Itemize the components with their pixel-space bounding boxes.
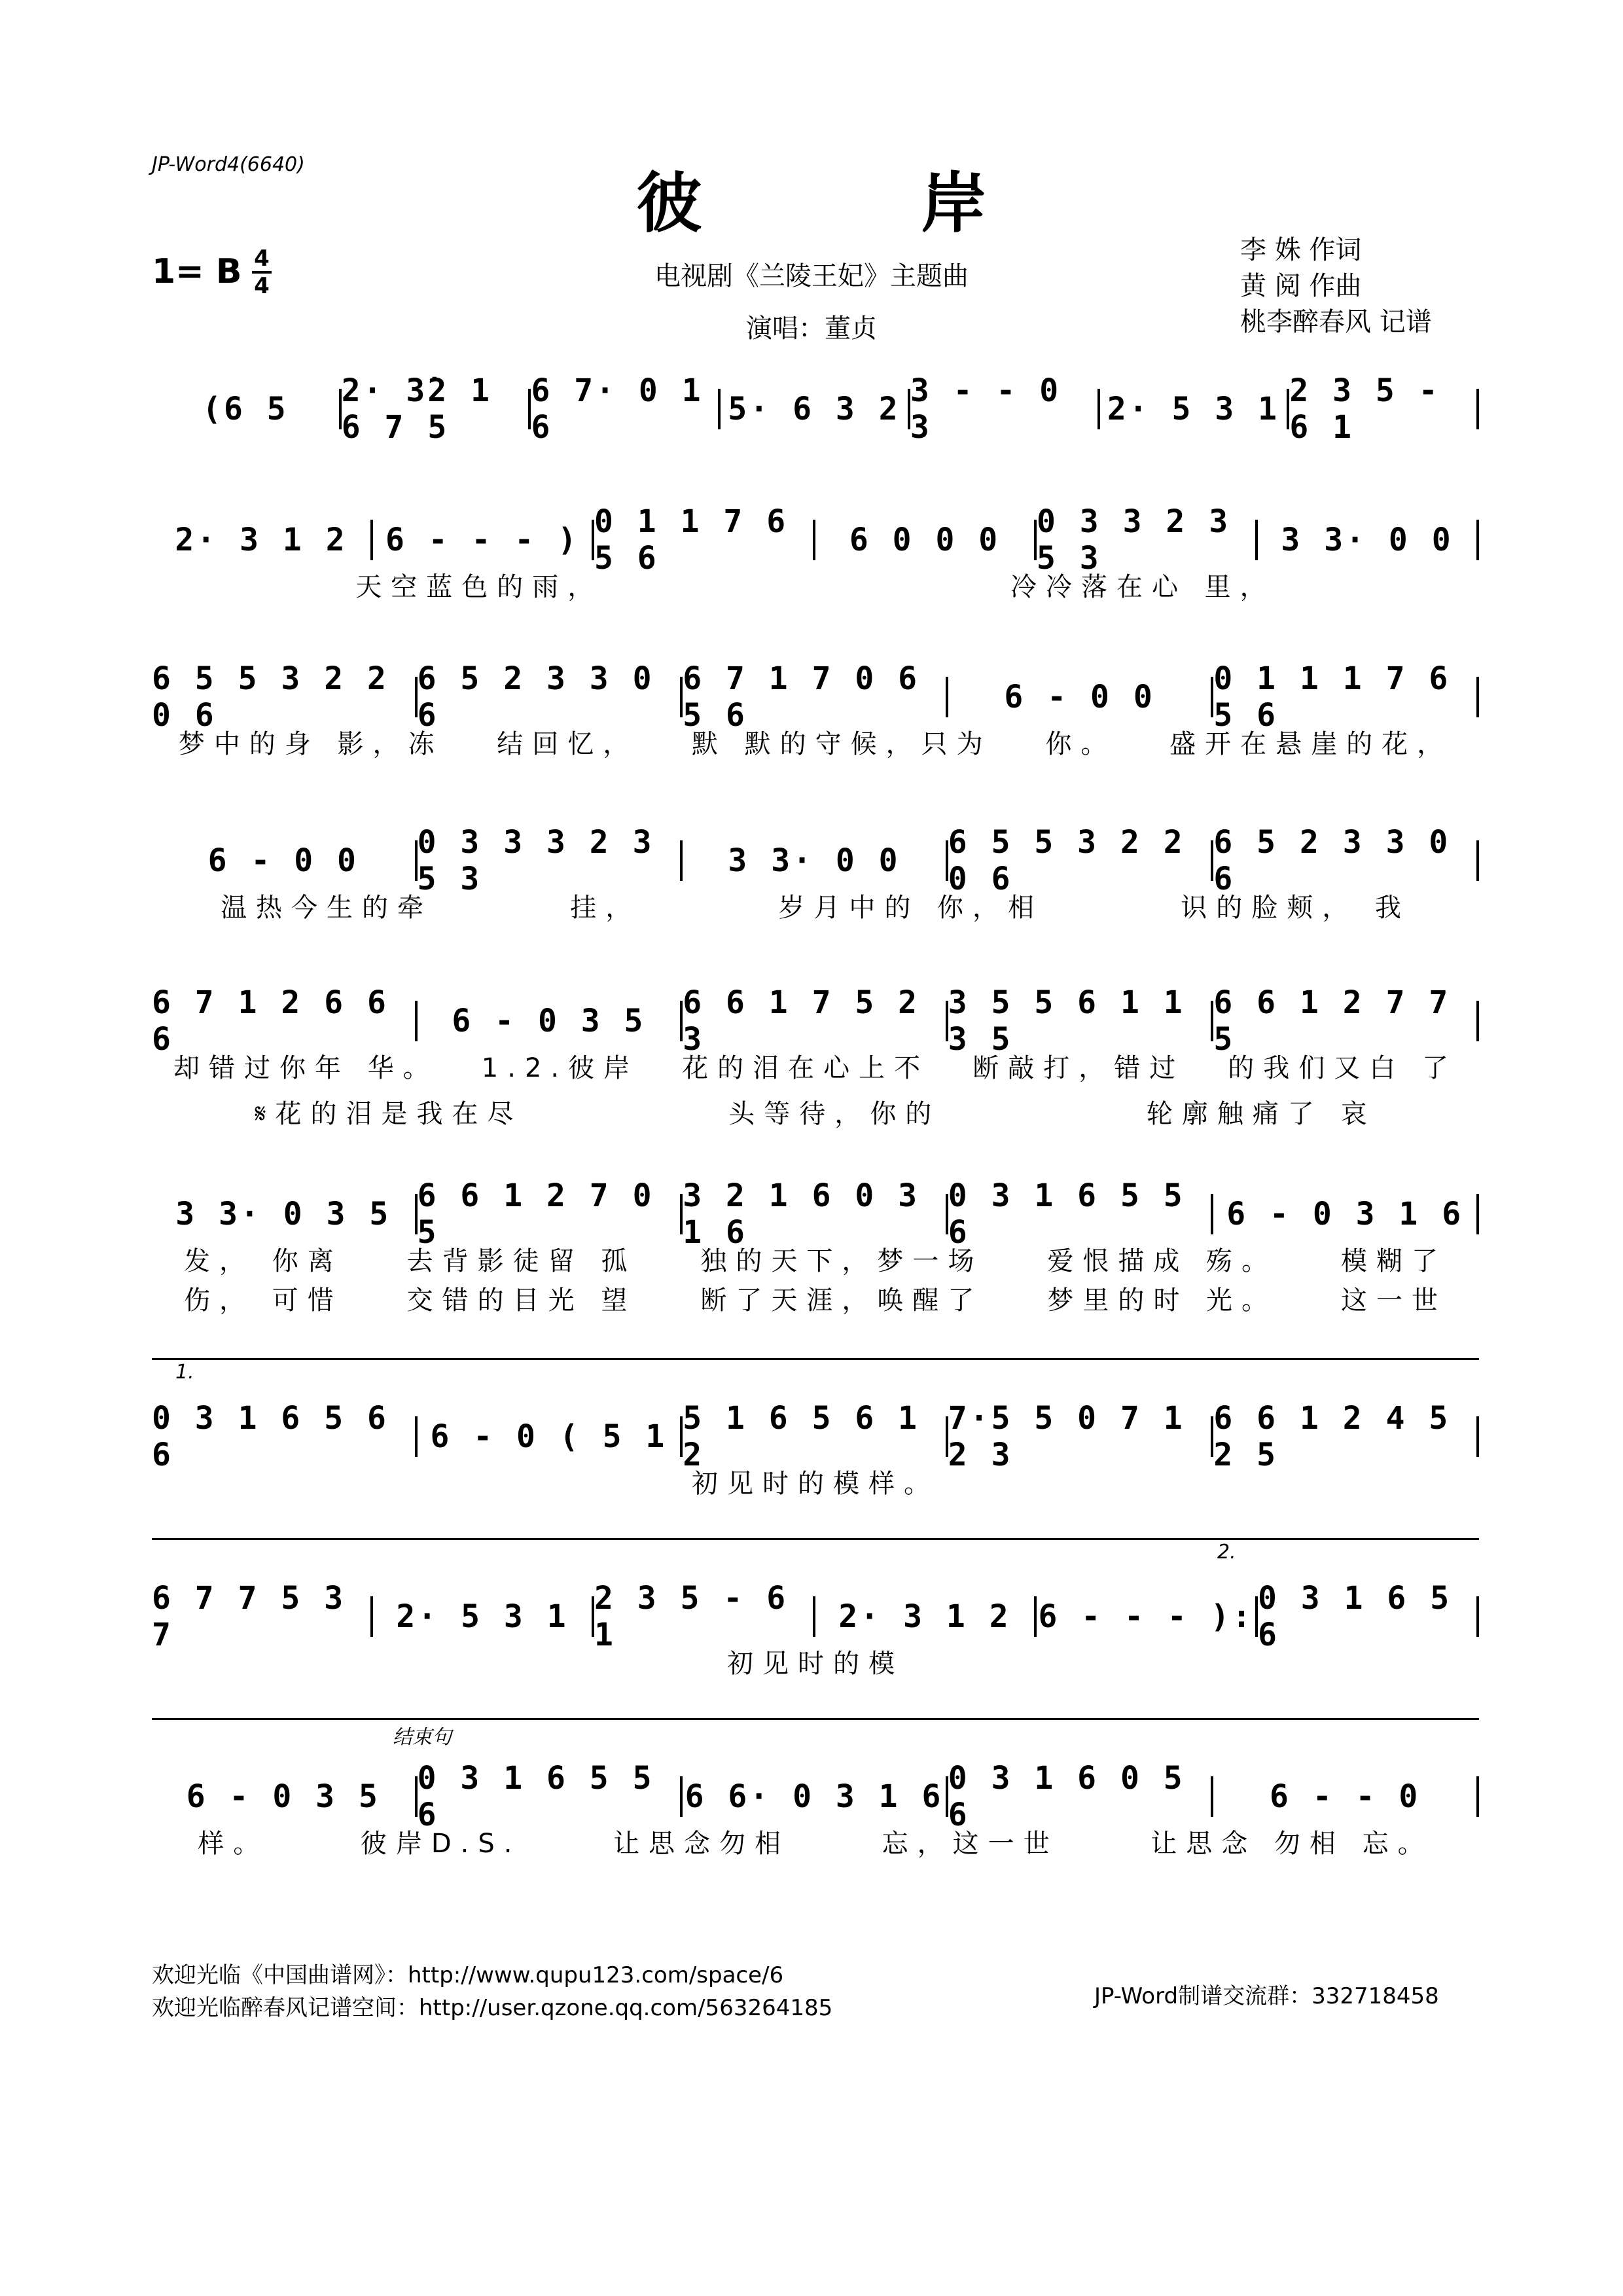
lyric-phrase: 盛开在悬崖的花， [1169, 729, 1453, 759]
measure: 2· 3̇2 1 6 7 5 [341, 372, 493, 446]
volta-label: 1. [175, 1361, 194, 1384]
lyric-line [152, 1047, 1479, 1085]
lyric-phrase: 梦中的身 影，冻 [178, 729, 444, 759]
lyric-phrase: 轮廓触痛了 哀 [1146, 1099, 1376, 1129]
measure: 0 3 1 6 5 5 6 [948, 1177, 1185, 1251]
barline [1476, 1416, 1479, 1457]
meter-bottom: 4 [254, 273, 270, 299]
measure: 6 6 1 2 7 0 5 [417, 1177, 654, 1251]
meter-top: 4 [254, 245, 270, 272]
measure: 6 5 5 3 2 2 0 6 [152, 660, 389, 734]
lyric-phrase: 独的天下，梦一场 [700, 1246, 984, 1276]
barline [1476, 1001, 1479, 1041]
barline [1476, 840, 1479, 881]
barline [1476, 1596, 1479, 1637]
lyric-phrase: 爱恨描成 殇。 [1047, 1246, 1277, 1276]
music-system [152, 824, 1479, 897]
lyric-phrase: 头等待，你的 [728, 1099, 941, 1129]
measure: 6 7 1 7 0 6 5 6 [683, 660, 920, 734]
measure: 2· 5 3 1 [1107, 391, 1280, 427]
measure: 3 3· 0 3 5 [175, 1196, 391, 1232]
volta-label: 2. [1217, 1541, 1236, 1564]
measure: 6 - 0 0 [207, 842, 359, 879]
subtitle: 电视剧《兰陵王妃》主题曲 [654, 261, 969, 291]
lyric-phrase: 初见时的模样。 [692, 1469, 939, 1499]
barline [1476, 389, 1479, 429]
lyric-phrase: 岁月中的 你，相 [778, 893, 1044, 923]
lyric-phrase: 样。 [198, 1829, 269, 1859]
measure: 6 - 0 3 5 [452, 1003, 646, 1039]
measure: 6 - 0 ( 5 1 [430, 1418, 668, 1455]
lyric-phrase: 天空蓝色的雨， [355, 572, 603, 602]
credit-composer: 黄 阅 作曲 [1240, 271, 1362, 301]
measure: 3 3· 0 0 [728, 842, 901, 879]
music-system [152, 1400, 1479, 1473]
lyric-phrase: 花的泪在心上不 [682, 1053, 930, 1083]
music-system [152, 660, 1479, 734]
measure: 6 - 0 0 [1004, 679, 1155, 715]
lyric-line [152, 887, 1479, 924]
measure: (6 5 [202, 391, 289, 427]
measure: 0 3 1 6 5 6 6 [152, 1400, 389, 1473]
music-system [152, 503, 1479, 577]
lyric-line [152, 1093, 1479, 1130]
measure: 3 2 1 6 0 3 1 6 [683, 1177, 920, 1251]
measure: 6 5 2 3 3 0 6 [417, 660, 654, 734]
singer: 演唱：董贞 [746, 314, 877, 344]
footer-link-1: 欢迎光临《中国曲谱网》：http://www.qupu123.com/space/6 [152, 1962, 784, 1988]
lyric-phrase: 交错的目光 望 [406, 1285, 637, 1316]
lyric-phrase: 默 默的守候，只为 [691, 729, 992, 759]
measure: 0 1 1 7 6 5 6 [594, 503, 789, 577]
measure: 3 - - 0 3 [910, 372, 1061, 446]
measure: 0 3 1 6 5 6 [1258, 1580, 1452, 1653]
measure: 6 5 5 3 2 2 0 6 [948, 824, 1185, 897]
barline [1476, 520, 1479, 560]
measure: 6 0 0 0 [849, 522, 1001, 558]
measure: 0 1 1 1 7 6 5 6 [1213, 660, 1451, 734]
lyric-line [152, 1280, 1479, 1317]
measure: 6 6 1 7 5 2 3 [683, 984, 920, 1058]
measure: 6 - - - ) [385, 522, 580, 558]
lyric-phrase: 1.2.彼岸 [481, 1053, 639, 1083]
measure: 2· 5 3 1 [396, 1598, 569, 1635]
measure: 0 3 3 3 2 3 5 3 [417, 824, 654, 897]
lyric-line [152, 1643, 1479, 1680]
measure: 2· 3 1 2 [838, 1598, 1011, 1635]
measure: 7·5 5 0 7 1 2 3 [948, 1400, 1185, 1473]
lyric-phrase: 挂， [570, 893, 641, 923]
lyric-phrase: 𝄋花的泪是我在尽 [255, 1099, 523, 1129]
barline [1476, 1776, 1479, 1817]
lyric-line [152, 1463, 1479, 1500]
lyric-phrase: 模糊了 [1341, 1246, 1448, 1276]
lyric-phrase: 温热今生的牵 [221, 893, 433, 923]
credit-lyricist: 李 姝 作词 [1240, 235, 1362, 265]
lyric-line [152, 566, 1479, 603]
software-label: JP-Word4(6640) [152, 153, 305, 176]
lyric-phrase: 让思念 勿相 忘。 [1150, 1829, 1433, 1859]
measure: 3 3· 0 0 [1281, 522, 1454, 558]
lyric-line [152, 723, 1479, 761]
measure: 6 6· 0 3 1 6 [685, 1778, 944, 1815]
music-system [152, 1177, 1479, 1251]
measure: 6 7 7 5 3 7 [152, 1580, 346, 1653]
credit-transcriber: 桃李醉春风 记谱 [1240, 307, 1432, 337]
barline [1476, 1194, 1479, 1234]
lyric-line [152, 1823, 1479, 1860]
volta-label: 结束句 [393, 1726, 452, 1749]
measure: 6 6 1 2 4 5 2 5 [1213, 1400, 1451, 1473]
lyric-phrase: 让思念勿相 [613, 1829, 791, 1859]
measure: 6 7 1 2 6 6 6 [152, 984, 389, 1058]
measure: 6 5 2 3 3 0 6 [1213, 824, 1451, 897]
footer-link-2: 欢迎光临醉春风记谱空间：http://user.qzone.qq.com/563264185 [152, 1995, 833, 2021]
lyric-phrase: 初见时的模 [727, 1649, 904, 1679]
measure: 6 - 0 3 1 6 [1226, 1196, 1464, 1232]
lyric-phrase: 梦里的时 光。 [1047, 1285, 1277, 1316]
measure: 6 6 1 2 7 7 5 [1213, 984, 1451, 1058]
measure: 5 1 6 5 6 1 2 [683, 1400, 920, 1473]
lyric-phrase: 识的脸颊， 我 [1181, 893, 1410, 923]
lyric-phrase: 去背影徒留 孤 [406, 1246, 637, 1276]
music-system [152, 1760, 1479, 1833]
volta-bracket [152, 1358, 1479, 1380]
music-system [152, 372, 1479, 446]
lyric-phrase: 却错过你年 华。 [173, 1053, 438, 1083]
lyric-phrase: 彼岸D.S. [360, 1829, 522, 1859]
lyric-phrase: 断敲打，错过 [972, 1053, 1185, 1083]
lyric-line [152, 1240, 1479, 1278]
lyric-phrase: 断了天涯，唤醒了 [700, 1285, 984, 1316]
lyric-phrase: 伤， 可惜 [183, 1285, 343, 1316]
volta-bracket [152, 1538, 1479, 1560]
measure: 6 - - 0 [1270, 1778, 1421, 1815]
lyric-phrase: 的我们又白 了 [1228, 1053, 1457, 1083]
volta-bracket [152, 1718, 1479, 1740]
measure: 3 5 5 6 1 1 3 5 [948, 984, 1185, 1058]
lyric-phrase: 发， 你离 [183, 1246, 343, 1276]
measure: 2 3 5 - 6 1 [594, 1580, 789, 1653]
lyric-phrase: 冷冷落在心 里， [1010, 572, 1275, 602]
measure: 5· 6 3 2 [728, 391, 901, 427]
footer-group: JP-Word制谱交流群：332718458 [1094, 1983, 1439, 2009]
music-system [152, 984, 1479, 1058]
lyric-phrase: 你。 [1045, 729, 1116, 759]
music-system [152, 1580, 1479, 1653]
song-title: 彼 岸 [636, 165, 1085, 242]
lyric-phrase: 这一世 [1341, 1285, 1448, 1316]
measure: 2 3 5 - 6 1 [1289, 372, 1440, 446]
measure: 0 3 1 6 5 5 6 [417, 1760, 654, 1833]
lyric-phrase: 结回忆， [497, 729, 639, 759]
measure: 6 - 0 3 5 [186, 1778, 380, 1815]
measure: 2· 3 1 2 [175, 522, 348, 558]
measure: 6 7· 0 1 6 [531, 372, 704, 446]
barline [1476, 677, 1479, 717]
lyric-phrase: 忘，这一世 [882, 1829, 1059, 1859]
measure: 6 - - - ): [1038, 1598, 1254, 1635]
key-signature: 1= B [152, 252, 242, 291]
measure: 0 3 3 2 3 5 3 [1037, 503, 1231, 577]
measure: 0 3 1 6 0 5 6 [948, 1760, 1185, 1833]
